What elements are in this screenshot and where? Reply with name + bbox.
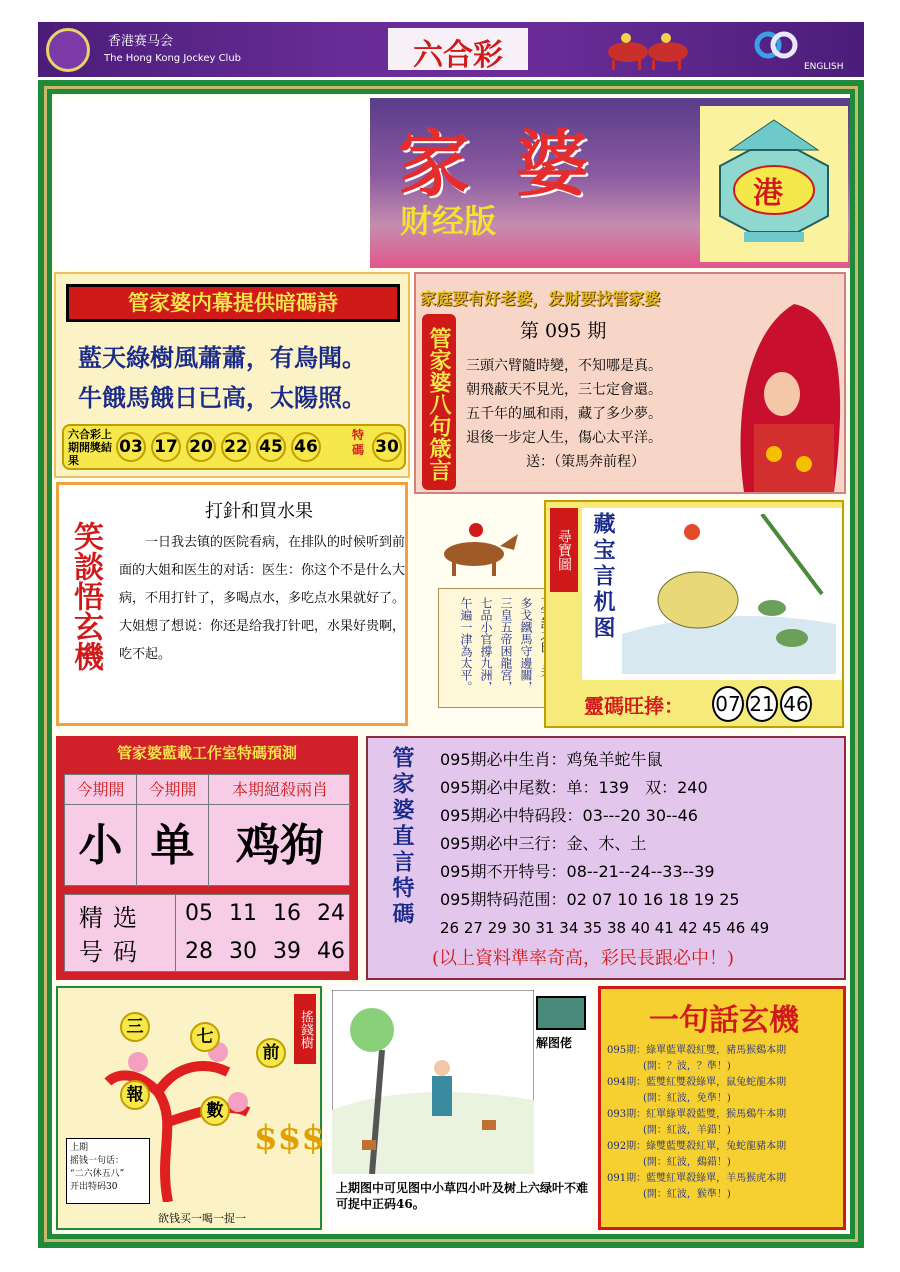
oneline-title: 一句話玄機 bbox=[649, 1003, 799, 1038]
forecast-val1: 小 bbox=[65, 805, 137, 887]
title-box bbox=[388, 28, 528, 73]
oneline-item: 094期：藍雙紅雙殺綠單，鼠兔蛇龍本期 bbox=[607, 1077, 787, 1088]
eight-lines bbox=[466, 354, 746, 474]
special-label: 特碼 bbox=[352, 428, 365, 457]
tree-fruit: 報 bbox=[120, 1080, 150, 1110]
eight-line: 朝飛蔽天不見光，三七定會還。 bbox=[466, 382, 662, 398]
result-ball: 17 bbox=[151, 432, 181, 462]
direct-side-title: 管家婆直言特碼 bbox=[389, 746, 415, 928]
pick-number: 11 bbox=[229, 901, 257, 926]
result-ball: 20 bbox=[186, 432, 216, 462]
coins-icon: $$$ bbox=[254, 1118, 325, 1158]
oneline-item: 091期：藍雙紅單殺綠單，羊馬猴虎本期 bbox=[607, 1173, 787, 1184]
oneline-answer: (開：紅波，鷄錯！) bbox=[643, 1157, 731, 1168]
result-label: 六合彩上期開獎結果 bbox=[68, 428, 112, 467]
forecast-panel bbox=[56, 736, 358, 980]
forecast-val3: 鸡狗 bbox=[236, 820, 324, 871]
result-balls bbox=[116, 432, 321, 462]
lantern-text: 港 bbox=[753, 176, 783, 211]
poem-panel bbox=[54, 272, 410, 478]
eight-side-title: 管家婆八句箴言 bbox=[422, 314, 456, 490]
forecast-col2: 今期開 bbox=[137, 775, 209, 805]
treasure-label: 靈碼旺捧： bbox=[584, 694, 684, 718]
tree-side: 搖錢樹 bbox=[294, 994, 316, 1064]
direct-line: 095期特码范围：02 07 10 16 18 19 25 bbox=[440, 890, 740, 909]
direct-lines bbox=[440, 746, 844, 942]
eight-line: 退後一步定人生，傷心太平洋。 bbox=[466, 430, 662, 446]
direct-note: (以上資料準率奇高，彩民長跟必中！) bbox=[432, 948, 735, 969]
treasure-panel bbox=[544, 500, 844, 728]
banner bbox=[370, 98, 850, 268]
pick-number: 46 bbox=[317, 939, 345, 964]
picks-row bbox=[185, 901, 345, 926]
tree-note-line: 上期 bbox=[70, 1143, 89, 1153]
pick-number: 28 bbox=[185, 939, 213, 964]
forecast-col1: 今期開 bbox=[65, 775, 137, 805]
direct-line: 26 27 29 30 31 34 35 38 40 41 42 45 46 49 bbox=[440, 919, 770, 937]
eight-issue: 第 095 期 bbox=[520, 320, 607, 342]
scroll-paper bbox=[438, 588, 558, 708]
result-ball: 03 bbox=[116, 432, 146, 462]
joke-title: 打針和買水果 bbox=[205, 501, 313, 522]
racing-horses-icon bbox=[598, 26, 718, 72]
oneline-item: 095期：綠單藍單殺紅雙，豬馬猴鷄本期 bbox=[607, 1045, 787, 1056]
scroll-line: 多戈鐵馬守邊關， bbox=[519, 597, 533, 693]
tree-note-line: 开出特码30 bbox=[70, 1182, 118, 1192]
oneline-answer: (開：紅波，羊錯！) bbox=[643, 1125, 731, 1136]
tree-fruit: 前 bbox=[256, 1038, 286, 1068]
forecast-header: 管家婆藍載工作室特碼預測 bbox=[116, 744, 297, 762]
site-header bbox=[38, 22, 864, 77]
direct-panel bbox=[366, 736, 846, 980]
farmer-illustration bbox=[332, 990, 534, 1174]
pick-number: 16 bbox=[273, 901, 301, 926]
pick-number: 24 bbox=[317, 901, 345, 926]
treasure-picture bbox=[582, 508, 842, 680]
treasure-side: 藏宝言机图 bbox=[590, 512, 616, 642]
money-tree-panel bbox=[56, 986, 325, 1230]
tree-caption: 欲钱买一喝一捉一 bbox=[158, 1212, 246, 1225]
tree-note-line: “二六休五八” bbox=[70, 1169, 125, 1179]
tree-fruit: 數 bbox=[200, 1096, 230, 1126]
rings-logo-icon bbox=[748, 30, 804, 60]
forecast-col3: 本期絕殺兩肖 bbox=[209, 775, 351, 805]
forecast-val2: 单 bbox=[137, 805, 209, 887]
page-title: 六合彩 bbox=[413, 38, 503, 73]
joke-panel bbox=[56, 482, 408, 726]
joke-body: 一日我去镇的医院看病，在排队的时候听到前面的大姐和医生的对话：医生：你这个不是什么大病，不用打针了，多喝点水，多吃点水果就好了。大姐想了想说：你还是给我打针吧，水果好贵啊，吃不起。 bbox=[119, 535, 406, 662]
result-ball: 22 bbox=[221, 432, 251, 462]
org-name-en: The Hong Kong Jockey Club bbox=[104, 53, 242, 64]
bride-illustration bbox=[734, 304, 846, 492]
oneline-panel bbox=[598, 986, 846, 1230]
birds-basket-illustration bbox=[622, 514, 836, 674]
picks-row bbox=[185, 939, 345, 964]
oneline-item: 093期：紅單綠單殺藍雙，猴馬鷄牛本期 bbox=[607, 1109, 787, 1120]
picks-box bbox=[64, 894, 350, 972]
treasure-numbers bbox=[712, 686, 812, 722]
poem-line-1: 藍天綠樹風蕭蕭，有鳥聞。 bbox=[78, 343, 366, 372]
english-link[interactable]: ENGLISH bbox=[804, 62, 844, 72]
oneline-answer: (開：？波，？準！) bbox=[643, 1061, 731, 1072]
treasure-seek: 尋寶圖 bbox=[550, 508, 578, 592]
tree-fruit: 三 bbox=[120, 1012, 150, 1042]
tree-note bbox=[66, 1138, 150, 1204]
oneline-item: 092期：綠雙藍雙殺紅單，兔蛇龍豬本期 bbox=[607, 1141, 787, 1152]
scroll-line: 午遍一津為太平。 bbox=[459, 597, 473, 693]
direct-line: 095期不开特号：08--21--24--33--39 bbox=[440, 862, 715, 881]
tree-fruit: 七 bbox=[190, 1022, 220, 1052]
result-ball: 46 bbox=[291, 432, 321, 462]
pick-number: 39 bbox=[273, 939, 301, 964]
banner-subtitle: 财经版 bbox=[400, 202, 497, 240]
org-name-cn: 香港赛马会 bbox=[108, 34, 174, 49]
direct-line: 095期必中生肖：鸡兔羊蛇牛鼠 bbox=[440, 750, 663, 769]
eight-send: 送：（策馬奔前程） bbox=[526, 454, 645, 470]
picture-panel bbox=[328, 986, 592, 1230]
treasure-number: 07 bbox=[712, 686, 744, 722]
direct-line: 095期必中三行：金、木、土 bbox=[440, 834, 647, 853]
picks-label: 精选号码 bbox=[79, 904, 147, 966]
treasure-number: 46 bbox=[780, 686, 812, 722]
poem-line-2: 牛餓馬餓日已高，太陽照。 bbox=[78, 383, 366, 412]
tree-note-line: 摇钱一句话： bbox=[70, 1156, 125, 1166]
forecast-table bbox=[64, 774, 350, 886]
result-bar bbox=[62, 424, 406, 470]
picture-caption: 上期图中可见图中小草四小叶及树上六绿叶不难可捉中正码46。 bbox=[336, 1181, 589, 1211]
oneline-answer: (開：紅波，猴準！) bbox=[643, 1189, 731, 1200]
special-ball: 30 bbox=[372, 432, 402, 462]
banner-title: 家婆 bbox=[398, 121, 635, 206]
eight-line: 五千年的風和雨，藏了多少夢。 bbox=[466, 406, 662, 422]
scroll-line: 七品小官撐九洲， bbox=[479, 597, 493, 693]
result-ball: 45 bbox=[256, 432, 286, 462]
direct-line: 095期必中特码段：03---20 30--46 bbox=[440, 806, 698, 825]
oneline-list bbox=[607, 1043, 843, 1203]
joke-side-title: 笑談悟玄機 bbox=[68, 521, 103, 671]
eight-line: 三頭六臂隨時變，不知哪是真。 bbox=[466, 358, 662, 374]
eight-lines-panel bbox=[414, 272, 846, 494]
direct-line: 095期必中尾数：单：139 双：240 bbox=[440, 778, 708, 797]
eight-top-line: 家庭要有好老婆，发财要找管家婆 bbox=[420, 289, 661, 308]
blank-box bbox=[56, 98, 368, 268]
pick-number: 05 bbox=[185, 901, 213, 926]
oneline-answer: (開：紅波，免準！) bbox=[643, 1093, 731, 1104]
scroll-line: 三皇五帝困龍宮， bbox=[499, 597, 513, 693]
hkjc-logo[interactable] bbox=[46, 28, 90, 72]
horse-rider-icon bbox=[430, 516, 520, 578]
treasure-number: 21 bbox=[746, 686, 778, 722]
poem-header: 管家婆内幕提供暗碼詩 bbox=[66, 284, 400, 322]
hint-badge: 解图佬 bbox=[536, 1036, 573, 1050]
hint-icon bbox=[536, 996, 586, 1030]
pick-number: 30 bbox=[229, 939, 257, 964]
